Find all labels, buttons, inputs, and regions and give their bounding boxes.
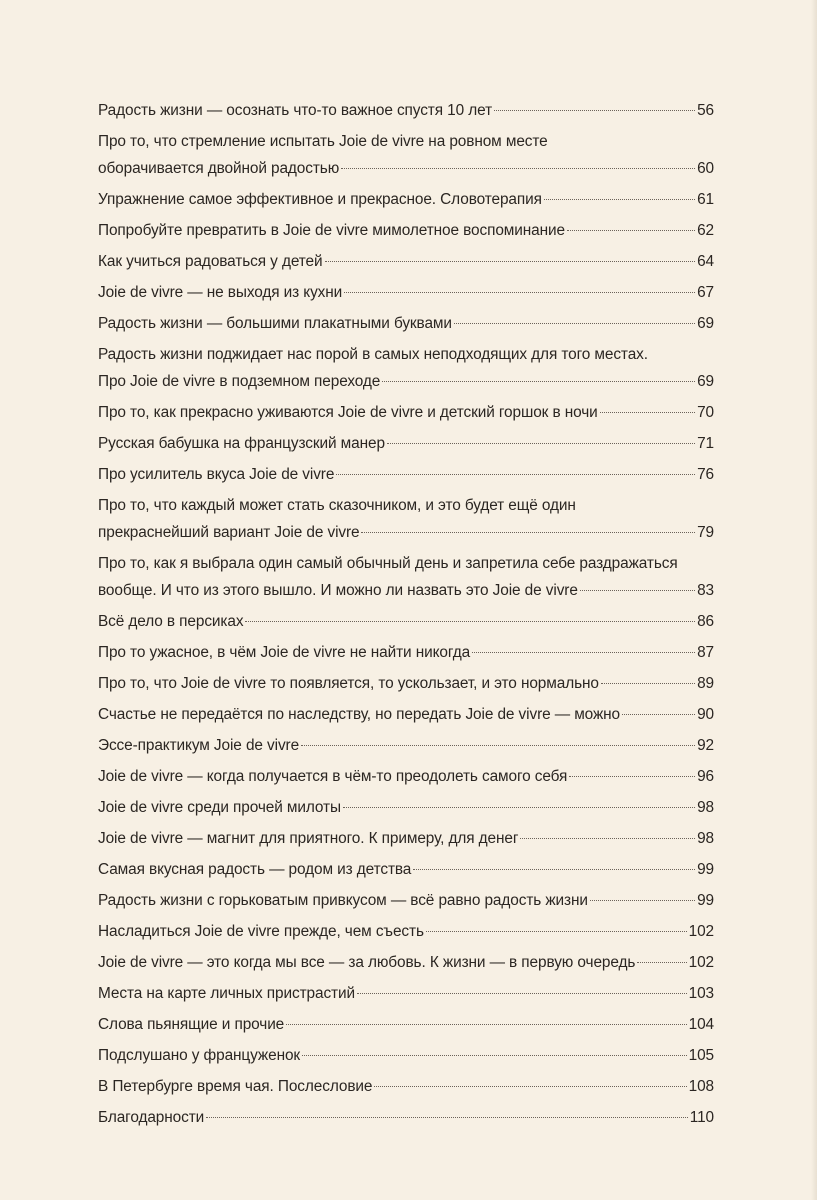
toc-entry-row [98,1042,714,1069]
toc-entry-title: Самая вкусная радость — родом из детства [98,861,412,878]
toc-entry-row [98,949,714,976]
toc-page-number: 98 [697,799,714,816]
dot-leader [590,900,695,901]
table-of-contents [98,97,714,1135]
toc-entry [98,279,714,306]
toc-page-number: 67 [697,284,714,301]
toc-page-number: 69 [697,315,714,332]
toc-entry-title: Всё дело в персиках [98,613,244,630]
toc-entry-row [98,368,714,395]
toc-page-number: 79 [697,524,714,541]
toc-entry [98,128,714,182]
dot-leader [387,443,695,444]
toc-entry [98,430,714,457]
dot-leader [374,1086,686,1087]
dot-leader [567,230,695,231]
toc-page-number: 103 [688,985,714,1002]
toc-entry-row [98,825,714,852]
dot-leader [622,714,695,715]
toc-entry-title: Joie de vivre — не выходя из кухни [98,284,343,301]
toc-page-number: 105 [688,1047,714,1064]
dot-leader [569,776,695,777]
toc-entry-row [98,794,714,821]
toc-entry-row [98,519,714,546]
toc-entry-row [98,701,714,728]
toc-entry-row [98,399,714,426]
toc-entry [98,670,714,697]
toc-entry-row [98,1073,714,1100]
toc-page-number: 56 [697,102,714,119]
toc-entry-row [98,732,714,759]
toc-entry-row [98,856,714,883]
toc-entry-row [98,430,714,457]
toc-entry-title: Слова пьянящие и прочие [98,1016,285,1033]
toc-entry-title: Счастье не передаётся по наследству, но передать Joie de vivre — можно [98,706,621,723]
dot-leader [472,652,695,653]
dot-leader [580,590,695,591]
toc-entry-row [98,155,714,182]
toc-page-number: 60 [697,160,714,177]
dot-leader [343,807,695,808]
dot-leader [336,474,695,475]
toc-page-number: 89 [697,675,714,692]
toc-page-number: 70 [697,404,714,421]
toc-entry-row [98,279,714,306]
toc-entry [98,794,714,821]
dot-leader [301,745,695,746]
dot-leader [286,1024,686,1025]
toc-entry-title: Подслушано у француженок [98,1047,301,1064]
toc-page-number: 69 [697,373,714,390]
toc-entry-title: прекраснейший вариант Joie de vivre [98,524,360,541]
toc-entry-title: Про усилитель вкуса Joie de vivre [98,466,335,483]
toc-page-number: 99 [697,861,714,878]
toc-page-number: 96 [697,768,714,785]
toc-entry [98,186,714,213]
toc-page-number: 99 [697,892,714,909]
toc-entry-title: Упражнение самое эффективное и прекрасное. Словотерапия [98,191,542,208]
toc-entry-title: Места на карте личных пристрастий [98,985,355,1002]
toc-entry [98,887,714,914]
dot-leader [413,869,695,870]
toc-entry-row [98,577,714,604]
dot-leader [361,532,695,533]
toc-page-number: 86 [697,613,714,630]
toc-entry-row [98,887,714,914]
dot-leader [637,962,686,963]
toc-entry-title-line: Про то, как я выбрала один самый обычный день и запретила себе раздражаться [98,555,678,572]
toc-page-number: 71 [697,435,714,452]
dot-leader [520,838,695,839]
toc-entry-row [98,217,714,244]
toc-page-number: 102 [688,954,714,971]
toc-entry-title: Насладиться Joie de vivre прежде, чем съесть [98,923,424,940]
dot-leader [357,993,687,994]
toc-entry [98,1073,714,1100]
toc-entry-title: Про то, как прекрасно уживаются Joie de vivre и детский горшок в ночи [98,404,598,421]
dot-leader [382,381,695,382]
toc-entry-title: Про то ужасное, в чём Joie de vivre не найти никогда [98,644,471,661]
toc-entry-title: Как учиться радоваться у детей [98,253,323,270]
toc-page-number: 108 [688,1078,714,1095]
toc-entry-title: В Петербурге время чая. Послесловие [98,1078,373,1095]
toc-entry-title: Попробуйте превратить в Joie de vivre мимолетное воспоминание [98,222,565,239]
toc-entry-title: Русская бабушка на французский манер [98,435,385,452]
toc-entry-title: Радость жизни — большими плакатными буквами [98,315,452,332]
toc-entry-title: Радость жизни — осознать что-то важное спустя 10 лет [98,102,493,119]
toc-page-number: 61 [697,191,714,208]
toc-entry [98,639,714,666]
toc-entry-row [98,248,714,275]
toc-entry [98,856,714,883]
toc-entry-title: Joie de vivre — когда получается в чём-то преодолеть самого себя [98,768,568,785]
toc-page-number: 110 [689,1109,714,1126]
page-edge [811,0,817,1200]
toc-entry-title: Про то, что Joie de vivre то появляется, то ускользает, и это нормально [98,675,599,692]
toc-entry-row [98,639,714,666]
dot-leader [344,292,695,293]
toc-page-number: 102 [688,923,714,940]
toc-entry [98,732,714,759]
toc-page-number: 87 [697,644,714,661]
toc-entry-title: вообще. И что из этого вышло. И можно ли назвать это Joie de vivre [98,582,578,599]
dot-leader [454,323,695,324]
toc-entry [98,949,714,976]
dot-leader [206,1117,688,1118]
toc-entry [98,825,714,852]
toc-entry-title: Joie de vivre — это когда мы все — за любовь. К жизни — в первую очередь [98,954,636,971]
dot-leader [325,261,696,262]
toc-entry-title: Joie de vivre среди прочей милоты [98,799,341,816]
toc-entry [98,97,714,124]
toc-entry-title: Благодарности [98,1109,205,1126]
toc-entry [98,1042,714,1069]
toc-entry [98,492,714,546]
toc-entry-row [98,608,714,635]
toc-entry [98,248,714,275]
toc-entry [98,461,714,488]
toc-page-number: 90 [697,706,714,723]
toc-page-number: 83 [697,582,714,599]
toc-entry-row [98,97,714,124]
dot-leader [341,168,695,169]
toc-entry-row [98,186,714,213]
toc-page-number: 62 [697,222,714,239]
toc-entry-title: Joie de vivre — магнит для приятного. К примеру, для денег [98,830,519,847]
toc-entry-title: Про Joie de vivre в подземном переходе [98,373,381,390]
toc-entry-title-line: Радость жизни поджидает нас порой в самых неподходящих для того местах. [98,346,648,363]
toc-entry [98,399,714,426]
toc-page-number: 104 [688,1016,714,1033]
toc-entry [98,608,714,635]
toc-entry [98,1011,714,1038]
toc-entry-row [98,670,714,697]
dot-leader [494,110,695,111]
toc-entry-row [98,461,714,488]
toc-page-number: 64 [697,253,714,270]
toc-entry-row [98,918,714,945]
dot-leader [601,683,695,684]
dot-leader [600,412,695,413]
toc-entry [98,341,714,395]
toc-entry-row [98,763,714,790]
dot-leader [245,621,695,622]
dot-leader [302,1055,687,1056]
toc-entry-row [98,1104,714,1131]
toc-entry-title-line: Про то, что стремление испытать Joie de vivre на ровном месте [98,133,548,150]
toc-entry-row [98,980,714,1007]
dot-leader [426,931,687,932]
dot-leader [544,199,695,200]
toc-entry [98,980,714,1007]
toc-entry [98,1104,714,1131]
toc-entry [98,701,714,728]
toc-entry [98,763,714,790]
toc-entry-title: Эссе-практикум Joie de vivre [98,737,300,754]
toc-entry-row [98,310,714,337]
toc-entry-title: оборачивается двойной радостью [98,160,340,177]
toc-page-number: 98 [697,830,714,847]
toc-entry-title-line: Про то, что каждый может стать сказочником, и это будет ещё один [98,497,576,514]
toc-entry-title: Радость жизни с горьковатым привкусом — всё равно радость жизни [98,892,588,909]
toc-entry-row [98,1011,714,1038]
toc-entry [98,217,714,244]
toc-entry [98,550,714,604]
toc-page-number: 76 [697,466,714,483]
toc-page-number: 92 [697,737,714,754]
toc-entry [98,310,714,337]
toc-entry [98,918,714,945]
